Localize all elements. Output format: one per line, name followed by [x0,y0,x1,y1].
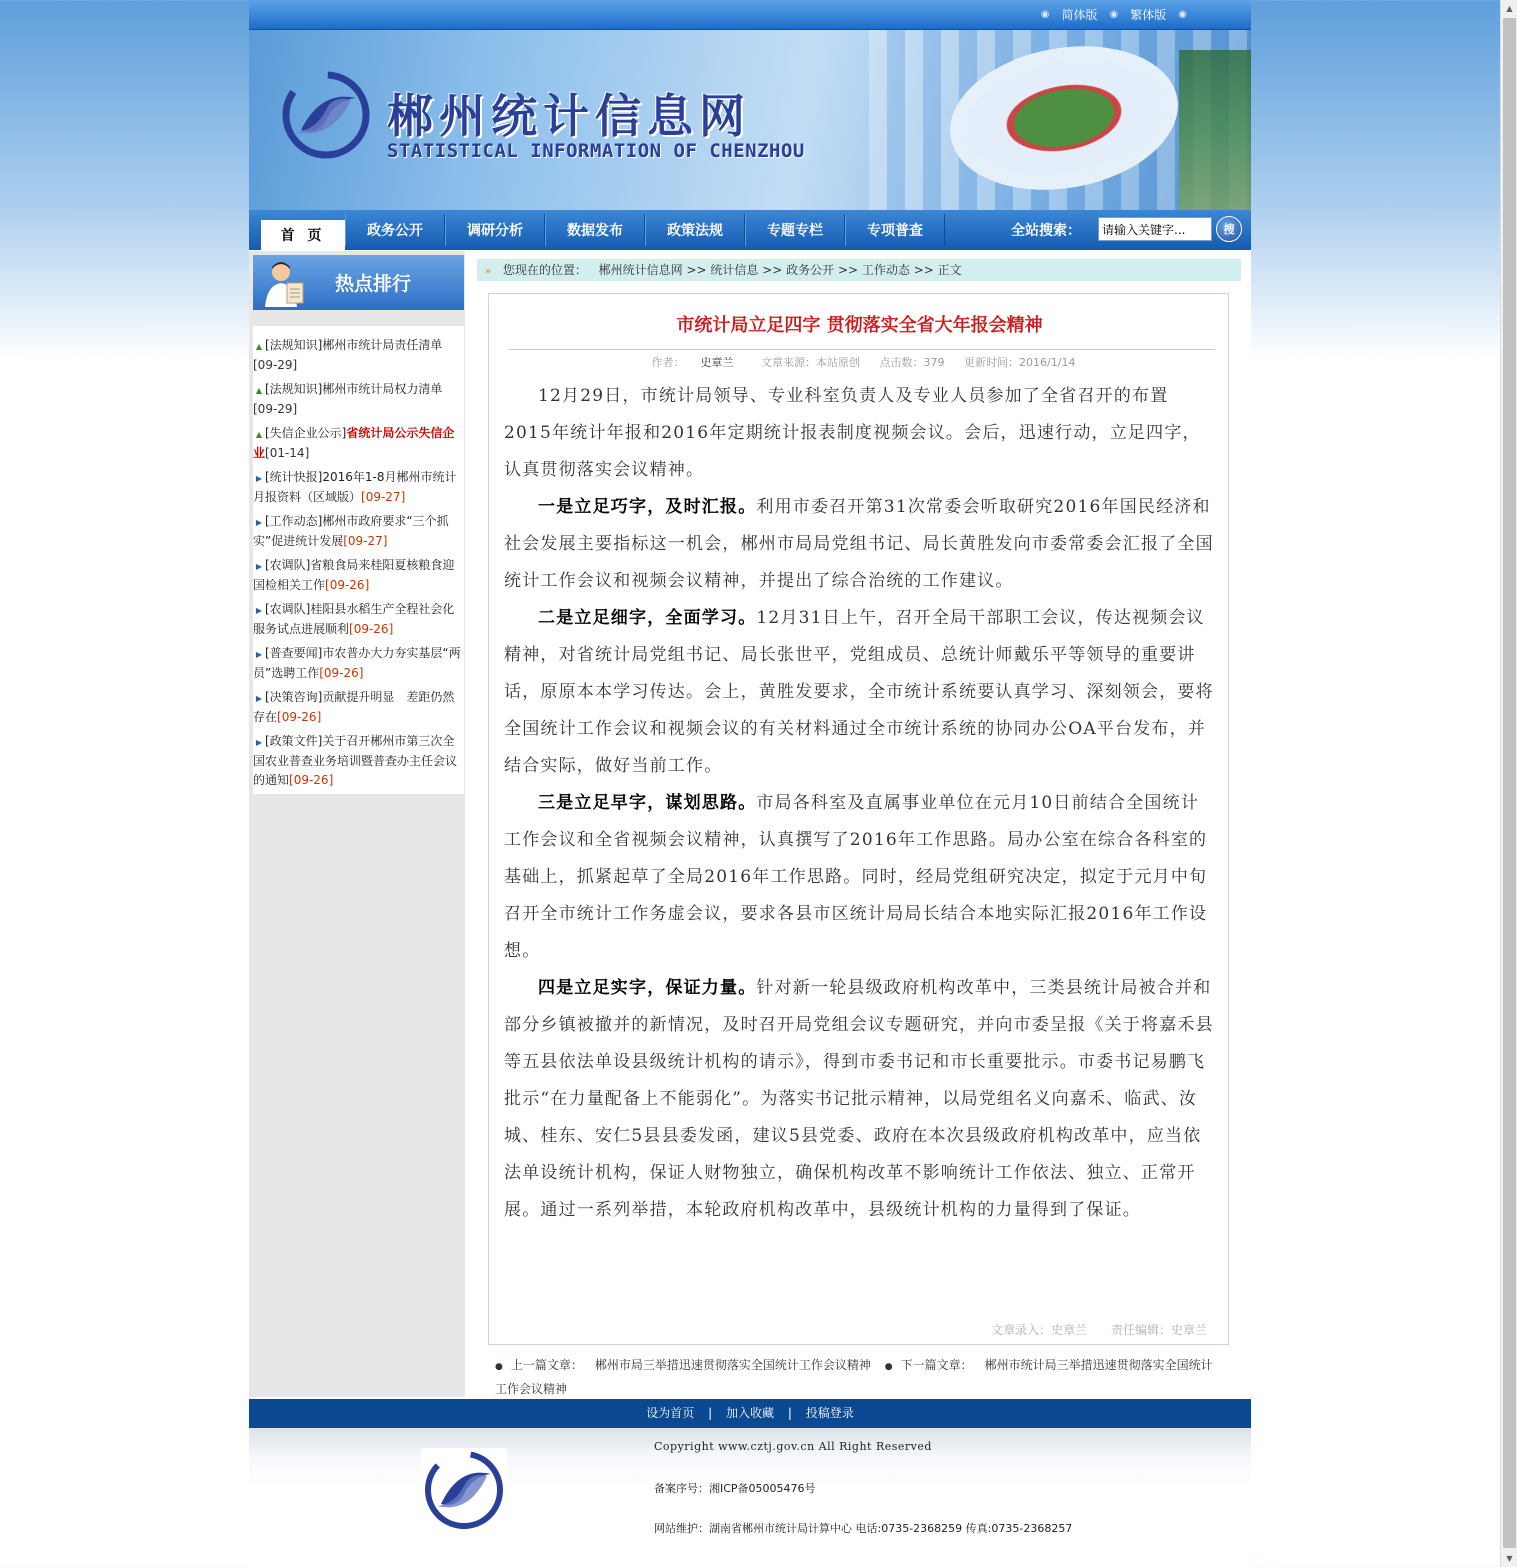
copyright: Copyright www.cztj.gov.cn All Right Reserved [654,1440,932,1453]
nav-research[interactable]: 调研分析 [445,214,545,246]
prev-article-link[interactable]: 郴州市局三举措迅速贯彻落实全国统计工作会议精神 [594,1358,871,1372]
breadcrumb-path[interactable]: 郴州统计信息网 >> 统计信息 >> 政务公开 >> 工作动态 >> 正文 [598,263,962,277]
update-time: 更新时间：2016/1/14 [964,356,1076,369]
triangle-right-icon: ▶ [255,518,263,527]
hot-ranking-list [253,326,464,794]
paragraph: 二是立足细字，全面学习。12月31日上午，召开全局干部职工会议，传达视频会议精神，对省统计局党组书记、局长张世平，党组成员、总统计师戴乐平等领导的重要讲话，原原本本学习传达。会上，黄胜发要求，全市统计系统要认真学习、深刻领会，要将全国统计工作会议和视频会议的有关材料通过全市统计系统的协同办公OA平台发布，并结合实际，做好当前工作。 [504,608,1214,776]
person-icon [261,259,307,307]
search-button[interactable]: 搜 [1216,216,1242,242]
list-item[interactable]: ▶ [统计快报]2016年1-8月郴州市统计月报资料（区域版）[09-27] [253,470,457,504]
list-item[interactable]: ▶ [工作动态]郴州市政府要求“三个抓实”促进统计发展[09-27] [253,514,449,548]
click-count: 点击数：379 [879,356,945,369]
triangle-right-icon: ▶ [255,650,263,659]
nav-census[interactable]: 专项普查 [845,214,945,246]
prev-next-links: ● 上一篇文章： 郴州市局三举措迅速贯彻落实全国统计工作会议精神 ● 下一篇文章： 郴州市统计局三举措迅速贯彻落实全国统计工作会议精神 [495,1358,1213,1396]
list-item[interactable]: ▶ [普查要闻]市农普办大力夯实基层“两员”选聘工作[09-26] [253,646,461,680]
triangle-right-icon: ▶ [255,606,263,615]
triangle-up-icon: ▲ [255,386,263,395]
main-nav [249,210,1251,250]
add-favorite-link[interactable]: 加入收藏 [725,1406,774,1420]
site-logo-icon [281,70,371,160]
set-homepage-link[interactable]: 设为首页 [646,1406,695,1420]
bullet-icon: ◉ [1040,9,1050,20]
footer-links-bar: 设为首页 | 加入收藏 | 投稿登录 [249,1399,1251,1428]
triangle-right-icon: ▶ [255,694,263,703]
nav-data-release[interactable]: 数据发布 [545,214,645,246]
search-input[interactable] [1098,217,1212,241]
divider [508,349,1215,350]
article-container [488,293,1229,1345]
paragraph: 一是立足巧字，及时汇报。利用市委召开第31次常委会听取研究2016年国民经济和社会发展主要指标这一机会，郴州市局局党组书记、局长黄胜发向市委常委会汇报了全国统计工作会议和视频会议精神，并提出了综合治统的工作建议。 [504,497,1214,591]
bullet-icon: ◉ [1109,9,1119,20]
submission-login-link[interactable]: 投稿登录 [805,1406,854,1420]
icp-number: 备案序号：湘ICP备05005476号 [654,1482,816,1495]
top-bar [249,0,1251,30]
list-item[interactable]: ▶ [决策咨询]贡献提升明显 差距仍然存在[09-26] [253,690,455,724]
bullet-icon: ● [495,1362,503,1372]
hot-ranking-header [253,255,464,310]
banner-greenery [1179,50,1251,210]
list-item[interactable]: ▲ [法规知识]郴州市统计局责任清单 [09-29] [253,338,443,372]
entry-by: 文章录入：史章兰 [991,1323,1088,1337]
breadcrumb-label: 您现在的位置： [502,263,587,277]
triangle-right-icon: ▶ [255,738,263,747]
triangle-right-icon: ▶ [255,562,263,571]
article-footer [971,1321,1207,1338]
paragraph: 12月29日，市统计局领导、专业科室负责人及专业人员参加了全省召开的布置2015年统计年报和2016年定期统计报表制度视频会议。会后，迅速行动，立足四字，认真贯彻落实会议精神。 [504,386,1201,480]
site-banner [249,30,1251,210]
traditional-link[interactable]: 繁体版 [1130,8,1167,22]
bullet-icon: ● [884,1362,893,1372]
site-subtitle: STATISTICAL INFORMATION OF CHENZHOU [387,140,805,162]
paragraph: 四是立足实字，保证力量。针对新一轮县级政府机构改革中，三类县统计局被合并和部分乡镇被撤并的新情况，及时召开局党组会议专题研究，并向市委呈报《关于将嘉禾县等五县依法单设县级统计机构的请示》，得到市委书记和市长重要批示。市委书记易鹏飞批示“在力量配备上不能弱化”。为落实书记批示精神，以局党组名义向嘉禾、临武、汝城、桂东、安仁5县县委发函，建议5县党委、政府在本次县级政府机构改革中，应当依法单设统计机构，保证人财物独立，确保机构改革不影响统计工作依法、独立、正常开展。通过一系列举措，本轮政府机构改革中，县级统计机构的力量得到了保证。 [504,978,1214,1220]
article-body [504,378,1216,1229]
scroll-thumb[interactable] [1503,18,1516,1548]
maintainer-info: 网站维护：湖南省郴州市统计局计算中心 电话:0735-2368259 传真:0735-2368257 [654,1522,1073,1535]
left-sidebar [249,251,465,1397]
article-source: 文章来源：本站原创 [761,356,861,369]
list-item[interactable]: ▲ [失信企业公示]省统计局公示失信企业[01-14] [253,426,455,460]
triangle-right-icon: ▶ [255,474,263,483]
nav-government-affairs[interactable]: 政务公开 [345,214,445,246]
bullet-icon: ◉ [1178,9,1187,20]
list-item[interactable]: ▶ [农调队]桂阳县水稻生产全程社会化服务试点进展顺利[09-26] [253,602,455,636]
article-meta: 作者： 史章兰 文章来源：本站原创 点击数：379 更新时间：2016/1/14 [651,356,1076,369]
site-title: 郴州统计信息网 [387,89,751,143]
list-item[interactable]: ▲ [法规知识]郴州市统计局权力清单 [09-29] [253,382,443,416]
triangle-up-icon: ▲ [255,342,263,351]
article-title: 市统计局立足四字 贯彻落实全省大年报会精神 [676,315,1043,336]
nav-home[interactable]: 首 页 [261,220,345,250]
list-item[interactable]: ▶ [政策文件]关于召开郴州市第三次全国农业普查业务培训暨普查办主任会议的通知[09-26] [253,734,458,787]
next-article-link[interactable]: 郴州市统计局三举措迅速贯彻落实全国统计工作会议精神 [495,1358,1213,1396]
search-label: 全站搜索： [1011,223,1081,239]
author-name: 史章兰 [700,356,734,369]
triangle-up-icon: ▲ [255,430,263,439]
site-footer [249,1428,1251,1567]
paragraph: 三是立足早字，谋划思路。市局各科室及直属事业单位在元月10日前结合全国统计工作会议和全省视频会议精神，认真撰写了2016年工作思路。局办公室在综合各科室的基础上，抓紧起草了全局2016年工作思路。同时，经局党组研究决定，拟定于元月中旬召开全市统计工作务虚会议，要求各县市区统计局局长结合本地实际汇报2016年工作设想。 [504,793,1208,961]
page-scrollbar[interactable] [1500,0,1517,1567]
breadcrumb [477,259,1241,281]
simplified-link[interactable]: 简体版 [1061,8,1098,22]
hot-ranking-title: 热点排行 [335,273,412,295]
footer-logo-icon [421,1448,507,1532]
nav-special-topics[interactable]: 专题专栏 [745,214,845,246]
list-item[interactable]: ▶ [农调队]省粮食局来桂阳夏核粮食迎国检相关工作[09-26] [253,558,455,592]
editor: 责任编辑：史章兰 [1110,1323,1207,1337]
page-wrapper [249,0,1251,1567]
scroll-up-arrow-icon[interactable]: ▲ [1501,0,1517,17]
scroll-down-arrow-icon[interactable]: ▼ [1501,1550,1517,1567]
nav-policy[interactable]: 政策法规 [645,214,745,246]
double-arrow-icon: » [484,266,492,277]
